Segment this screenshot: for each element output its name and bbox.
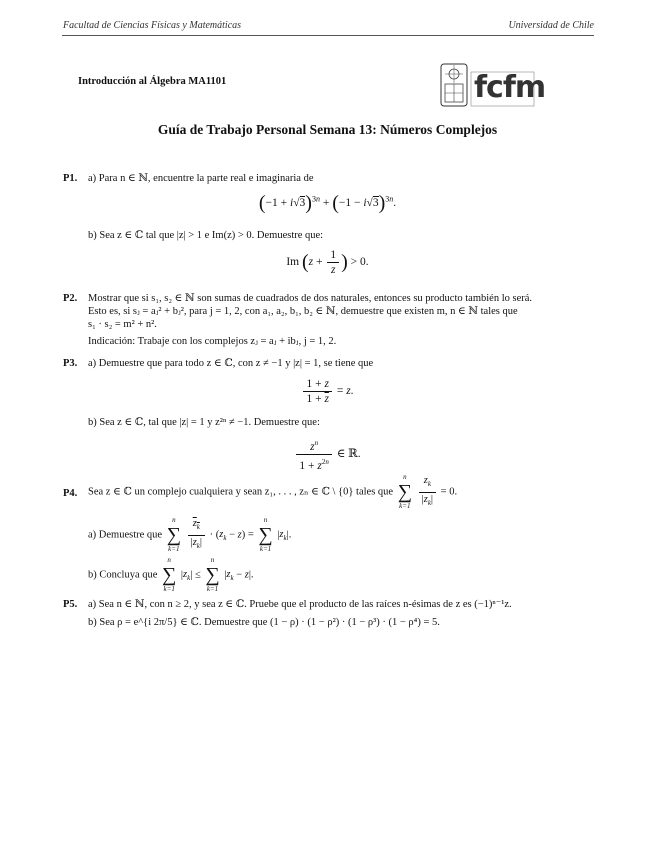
fcfm-wordmark: fcfm [474, 70, 546, 105]
p4-intro-end: = 0. [440, 486, 458, 498]
p2-statement-line3: s₁ · s₂ = m² + n². [88, 319, 157, 330]
header-rule [62, 35, 594, 36]
p1-a-statement: a) Para n ∈ ℕ, encuentre la parte real e imaginaria de [88, 173, 314, 184]
p4-intro-start: Sea z ∈ ℂ un complejo cualquiera y sean z₁, . . . , zₙ ∈ ℂ \ {0} tales que [88, 486, 394, 498]
p3-b-statement: b) Sea z ∈ ℂ, tal que |z| = 1 y z²ⁿ ≠ −1. Demuestre que: [88, 417, 320, 428]
problem-label-p5: P5. [63, 599, 78, 610]
p3-a-formula: $\frac{1 + z}{1 + \overline{z}}$ = z. [0, 377, 655, 406]
fcfm-logo [440, 62, 546, 110]
p4-intro: Sea z ∈ ℂ un complejo cualquiera y sean z₁, . . . , zₙ ∈ ℂ \ {0} tales que n ∑ k=1 $\frac{z_k}{|z_k|}$ = 0. [88, 473, 458, 510]
p1-a-formula: $(-1 + i√3)^{3n} + (-1 - i√3)^{3n}$. [258, 192, 397, 214]
p2-hint: Indicación: Trabaje con los complejos zⱼ = aⱼ + ibⱼ, j = 1, 2. [88, 336, 337, 347]
p4-a-row: a) Demuestre que n ∑ k=1 $\frac{z_k}{|z_k|}$ · $(z_k - z)$ = n ∑ k=1 $|z_k|$. [88, 516, 292, 553]
course-name: Introducción al Álgebra MA1101 [78, 76, 227, 87]
p2-statement-line2: Esto es, si sⱼ = aⱼ² + bⱼ², para j = 1, 2, con a₁, a₂, b₁, b₂ ∈ ℕ, demuestre que existen m, n ∈ ℕ tales que [88, 306, 518, 317]
p1-b-formula: Im (z + $\frac{1}{z}$ ) > 0. [286, 249, 369, 276]
p5-b-statement: b) Sea ρ = e^{i 2π/5} ∈ ℂ. Demuestre que (1 − ρ) · (1 − ρ²) · (1 − ρ³) · (1 − ρ⁴) = 5. [88, 617, 440, 628]
p4-b-row: b) Concluya que n ∑ k=1 $|z_k|$ ≤ n ∑ k=1 $|z_k - z|$. [88, 556, 254, 593]
page-title: Guía de Trabajo Personal Semana 13: Números Complejos [157, 122, 498, 137]
p3-b-formula: $\frac{z^n}{1 + z^{2n}}$ ∈ ℝ. [0, 436, 655, 473]
header-faculty: Facultad de Ciencias Físicas y Matemáticas [63, 20, 242, 31]
problem-label-p1: P1. [63, 173, 78, 184]
header-university: Universidad de Chile [508, 20, 594, 31]
problem-label-p2: P2. [63, 293, 78, 304]
p4-b-statement: b) Concluya que [88, 569, 158, 581]
problem-label-p3: P3. [63, 358, 78, 369]
p4-a-statement: a) Demuestre que [88, 529, 163, 541]
p3-a-statement: a) Demuestre que para todo z ∈ ℂ, con z ≠ −1 y |z| = 1, se tiene que [88, 358, 374, 369]
p1-b-statement: b) Sea z ∈ ℂ tal que |z| > 1 e Im(z) > 0. Demuestre que: [88, 230, 324, 241]
p5-a-statement: a) Sea n ∈ ℕ, con n ≥ 2, y sea z ∈ ℂ. Pruebe que el producto de las raíces n-ésimas de z es (−1)ⁿ⁻¹z. [88, 599, 512, 610]
p2-statement-line1: Mostrar que si s₁, s₂ ∈ ℕ son sumas de cuadrados de dos naturales, entonces su producto también lo será. [88, 293, 533, 304]
problem-label-p4-text: P4. [63, 488, 78, 499]
